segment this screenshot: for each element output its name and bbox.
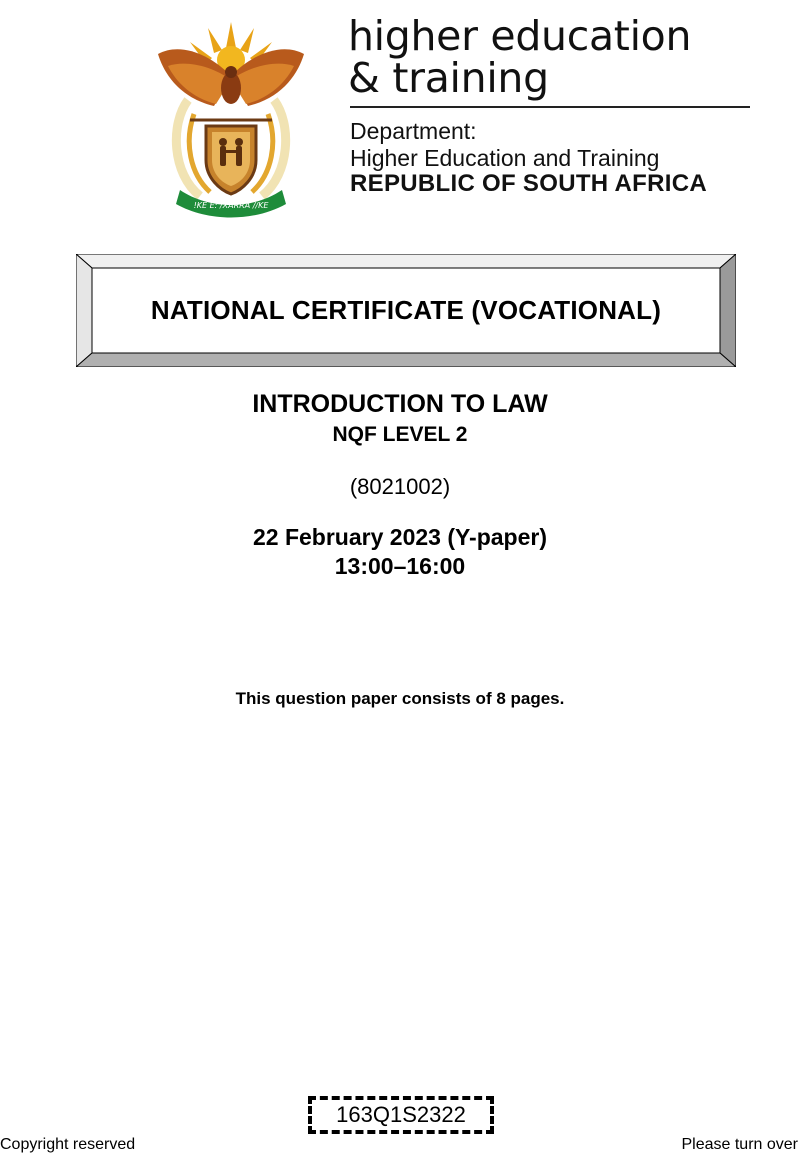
header-line-2: & training [348,54,549,102]
subject-code: (8021002) [349,474,451,499]
department-label: Department: [350,118,477,144]
motto-text: !KE E: /XARRA //KE [193,201,269,210]
header-line-1: higher education [348,12,692,60]
copyright-notice: Copyright reserved [0,1136,136,1153]
turn-over-note: Please turn over [681,1136,798,1153]
paper-code-box [308,1096,494,1134]
coat-of-arms-logo [150,14,312,218]
paper-code: 163Q1S2322 [336,1102,466,1127]
department-name: Higher Education and Training [350,145,660,171]
page-count-note: This question paper consists of 8 pages. [235,689,565,708]
nqf-level: NQF LEVEL 2 [332,423,468,446]
exam-time: 13:00–16:00 [334,553,466,579]
subject-title: INTRODUCTION TO LAW [252,390,548,418]
exam-date: 22 February 2023 (Y-paper) [252,524,548,550]
country-name: REPUBLIC OF SOUTH AFRICA [350,170,707,197]
header-divider [350,106,750,108]
certificate-title: NATIONAL CERTIFICATE (VOCATIONAL) [150,295,662,325]
